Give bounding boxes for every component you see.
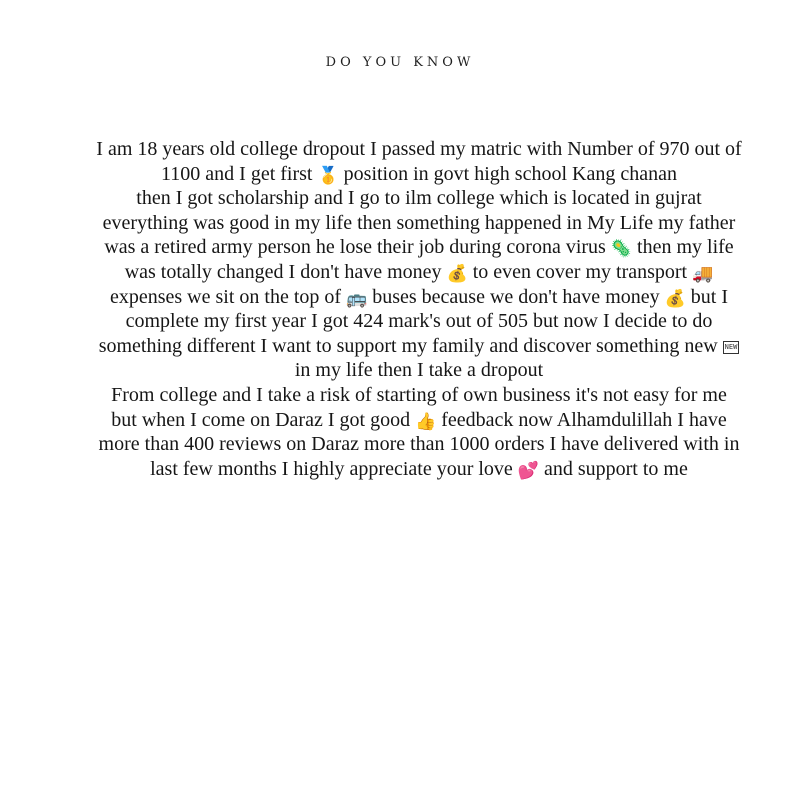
text-run: expenses we sit on the top of	[109, 285, 347, 308]
text-run: position in govt high school Kang chanan	[338, 162, 677, 185]
bus-icon: 🚌	[346, 288, 368, 309]
money-bag-icon: 💰	[446, 263, 468, 284]
text-run: From college and I take a risk of starting of own business it's not easy for me but when I come on Daraz I got good	[111, 383, 727, 431]
paragraph-2	[96, 186, 742, 383]
text-run: buses because we don't have money	[367, 285, 665, 308]
text-run: then I got scholarship and I go to ilm college which is located in gujrat everything was good in my life then something happened in My Life my father was a retired army person he lose their job during corona virus	[102, 187, 736, 259]
story-text	[96, 137, 742, 481]
text-run: feedback now Alhamdulillah I have more than 400 reviews on Daraz more than 1000 orders I have delivered with in last few months I highly appreciate your love	[98, 408, 740, 480]
truck-icon: 🚚	[692, 263, 714, 284]
text-run: then my life was totally changed I don't have money	[124, 236, 734, 283]
text-run: in my life then I take a dropout	[294, 359, 544, 382]
text-run: I am 18 years old college dropout I passed my matric with Number of 970 out of 1100 and I get first	[96, 138, 742, 185]
virus-icon: 🦠	[610, 239, 633, 260]
money-bag-icon: 💰	[664, 288, 686, 309]
page-title: DO YOU KNOW	[325, 55, 475, 70]
two-hearts-icon: 💕	[517, 460, 539, 481]
text-run: but I complete my first year I got 424 mark's out of 505 but now I decide to do something different I want to support my family and discover something new	[98, 285, 729, 357]
new-icon: NEW	[723, 341, 740, 354]
text-run: and support to me	[538, 457, 688, 480]
text-run: to even cover my transport	[467, 260, 693, 283]
thumbs-up-icon: 👍	[415, 411, 437, 432]
paragraph-3	[96, 383, 742, 481]
paragraph-1	[96, 137, 742, 186]
medal-icon: 🥇	[317, 165, 339, 186]
